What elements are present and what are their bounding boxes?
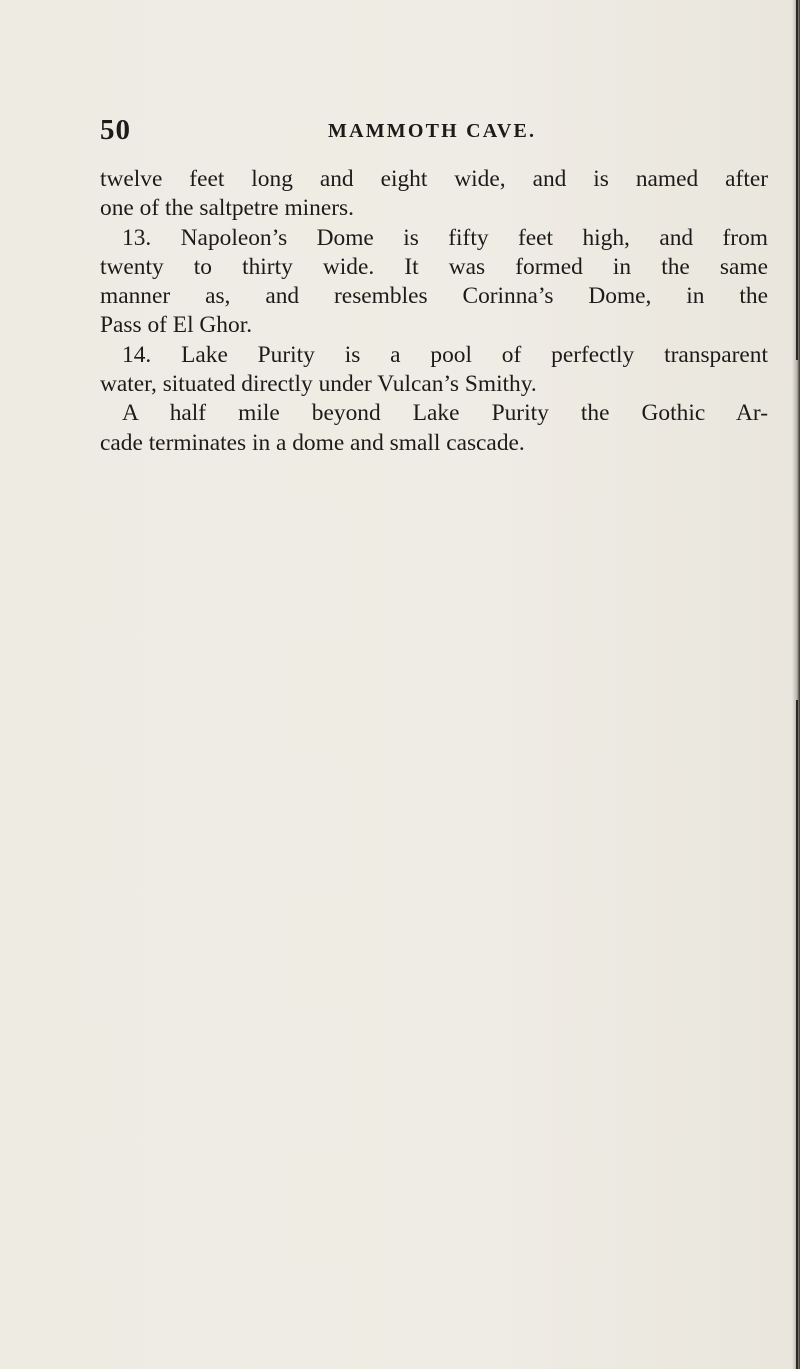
text-line: water, situated directly under Vulcan’s Smithy. (100, 371, 537, 398)
body-text (100, 165, 768, 458)
page-number: 50 (100, 114, 131, 146)
page-edge-line (796, 700, 798, 1369)
text-line: Pass of El Ghor. (100, 312, 253, 339)
paragraph-13-start: 13. Napoleon’s Dome is fifty feet high, and from (122, 224, 768, 251)
running-head: MAMMOTH CAVE. (328, 120, 537, 142)
text-line: cade terminates in a dome and small cascade. (100, 429, 525, 456)
page-edge-line (796, 0, 798, 360)
text-line: twelve feet long and eight wide, and is named after (100, 166, 768, 192)
paragraph-14-start: 14. Lake Purity is a pool of perfectly transparent (122, 341, 768, 368)
text-line: twenty to thirty wide. It was formed in the same (100, 253, 768, 280)
text-line: one of the saltpetre miners. (100, 195, 354, 222)
page-header (100, 113, 762, 149)
text-line: manner as, and resembles Corinna’s Dome, in the (100, 283, 768, 310)
paragraph-start: A half mile beyond Lake Purity the Gothic Ar- (122, 400, 768, 427)
